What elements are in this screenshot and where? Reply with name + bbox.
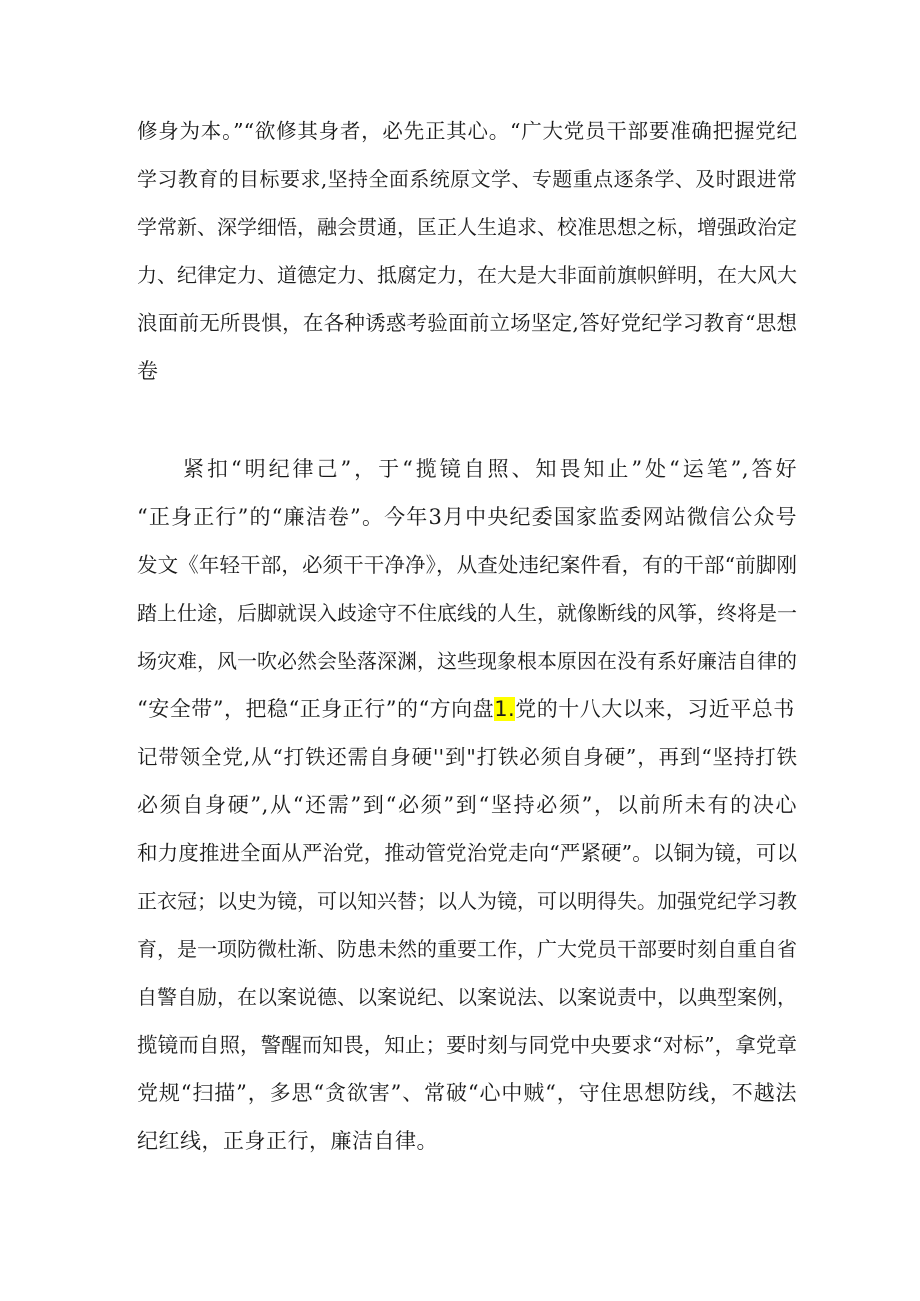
- paragraph-line: 力、纪律定力、道德定力、抵腐定力，在大是大非面前旗帜鲜明，在大风大: [137, 263, 797, 287]
- paragraph-line: 踏上仕途，后脚就误入歧途守不住底线的人生，就像断线的风筝，终将是一: [137, 601, 797, 625]
- paragraph-line: “正身正行”的“廉洁卷”。今年3月中央纪委国家监委网站微信公众号: [137, 505, 797, 529]
- paragraph-line: 必须自身硬”,从“还需”到“必须”到“坚持必须”，以前所未有的决心: [137, 793, 797, 817]
- paragraph-line: 浪面前无所畏惧，在各种诱惑考验面前立场坚定,答好党纪学习教育“思想: [137, 311, 797, 335]
- paragraph-line: 自警自励，在以案说德、以案说纪、以案说法、以案说责中，以典型案例，: [137, 985, 797, 1009]
- paragraph-line: 正衣冠；以史为镜，可以知兴替；以人为镜，可以明得失。加强党纪学习教: [137, 889, 797, 913]
- paragraph-line: 和力度推进全面从严治党，推动管党治党走向“严紧硬”。以铜为镜，可以: [137, 841, 797, 865]
- paragraph-line: 修身为本。”“欲修其身者，必先正其心。“广大党员干部要准确把握党纪: [137, 119, 797, 143]
- paragraph-line: 发文《年轻干部，必须干干净净》，从查处违纪案件看，有的干部“前脚刚: [137, 553, 797, 577]
- paragraph-line: 纪红线，正身正行，廉洁自律。: [137, 1129, 438, 1153]
- paragraph-line-with-highlight: [137, 695, 797, 723]
- paragraph-line: 揽镜而自照，警醒而知畏，知止；要时刻与同党中央要求“对标”，拿党章: [137, 1033, 797, 1057]
- paragraph-line: 党规“扫描”，多思“贪欲害”、常破“心中贼“，守住思想防线，不越法: [137, 1081, 797, 1105]
- paragraph-line: 紧扣“明纪律己”，于“揽镜自照、知畏知止”处“运笔”,答好: [183, 457, 797, 481]
- paragraph-line: 学常新、深学细悟，融会贯通，匡正人生追求、校准思想之标，增强政治定: [137, 215, 797, 239]
- paragraph-line: 场灾难，风一吹必然会坠落深渊，这些现象根本原因在没有系好廉洁自律的: [137, 649, 797, 673]
- line-text: “安全带”，把稳“正身正行”的“方向盘: [137, 697, 495, 721]
- paragraph-line: 卷: [137, 359, 159, 383]
- highlighted-number: 1.: [494, 697, 516, 721]
- paragraph-line: 育，是一项防微杜渐、防患未然的重要工作，广大党员干部要时刻自重自省: [137, 937, 797, 961]
- paragraph-line: 学习教育的目标要求,坚持全面系统原文学、专题重点逐条学、及时跟进常: [137, 167, 797, 191]
- paragraph-line: 记带领全党,从“打铁还需自身硬''到"打铁必须自身硬”，再到“坚持打铁: [137, 745, 797, 769]
- line-text: 党的十八大以来，习近平总书: [515, 697, 795, 721]
